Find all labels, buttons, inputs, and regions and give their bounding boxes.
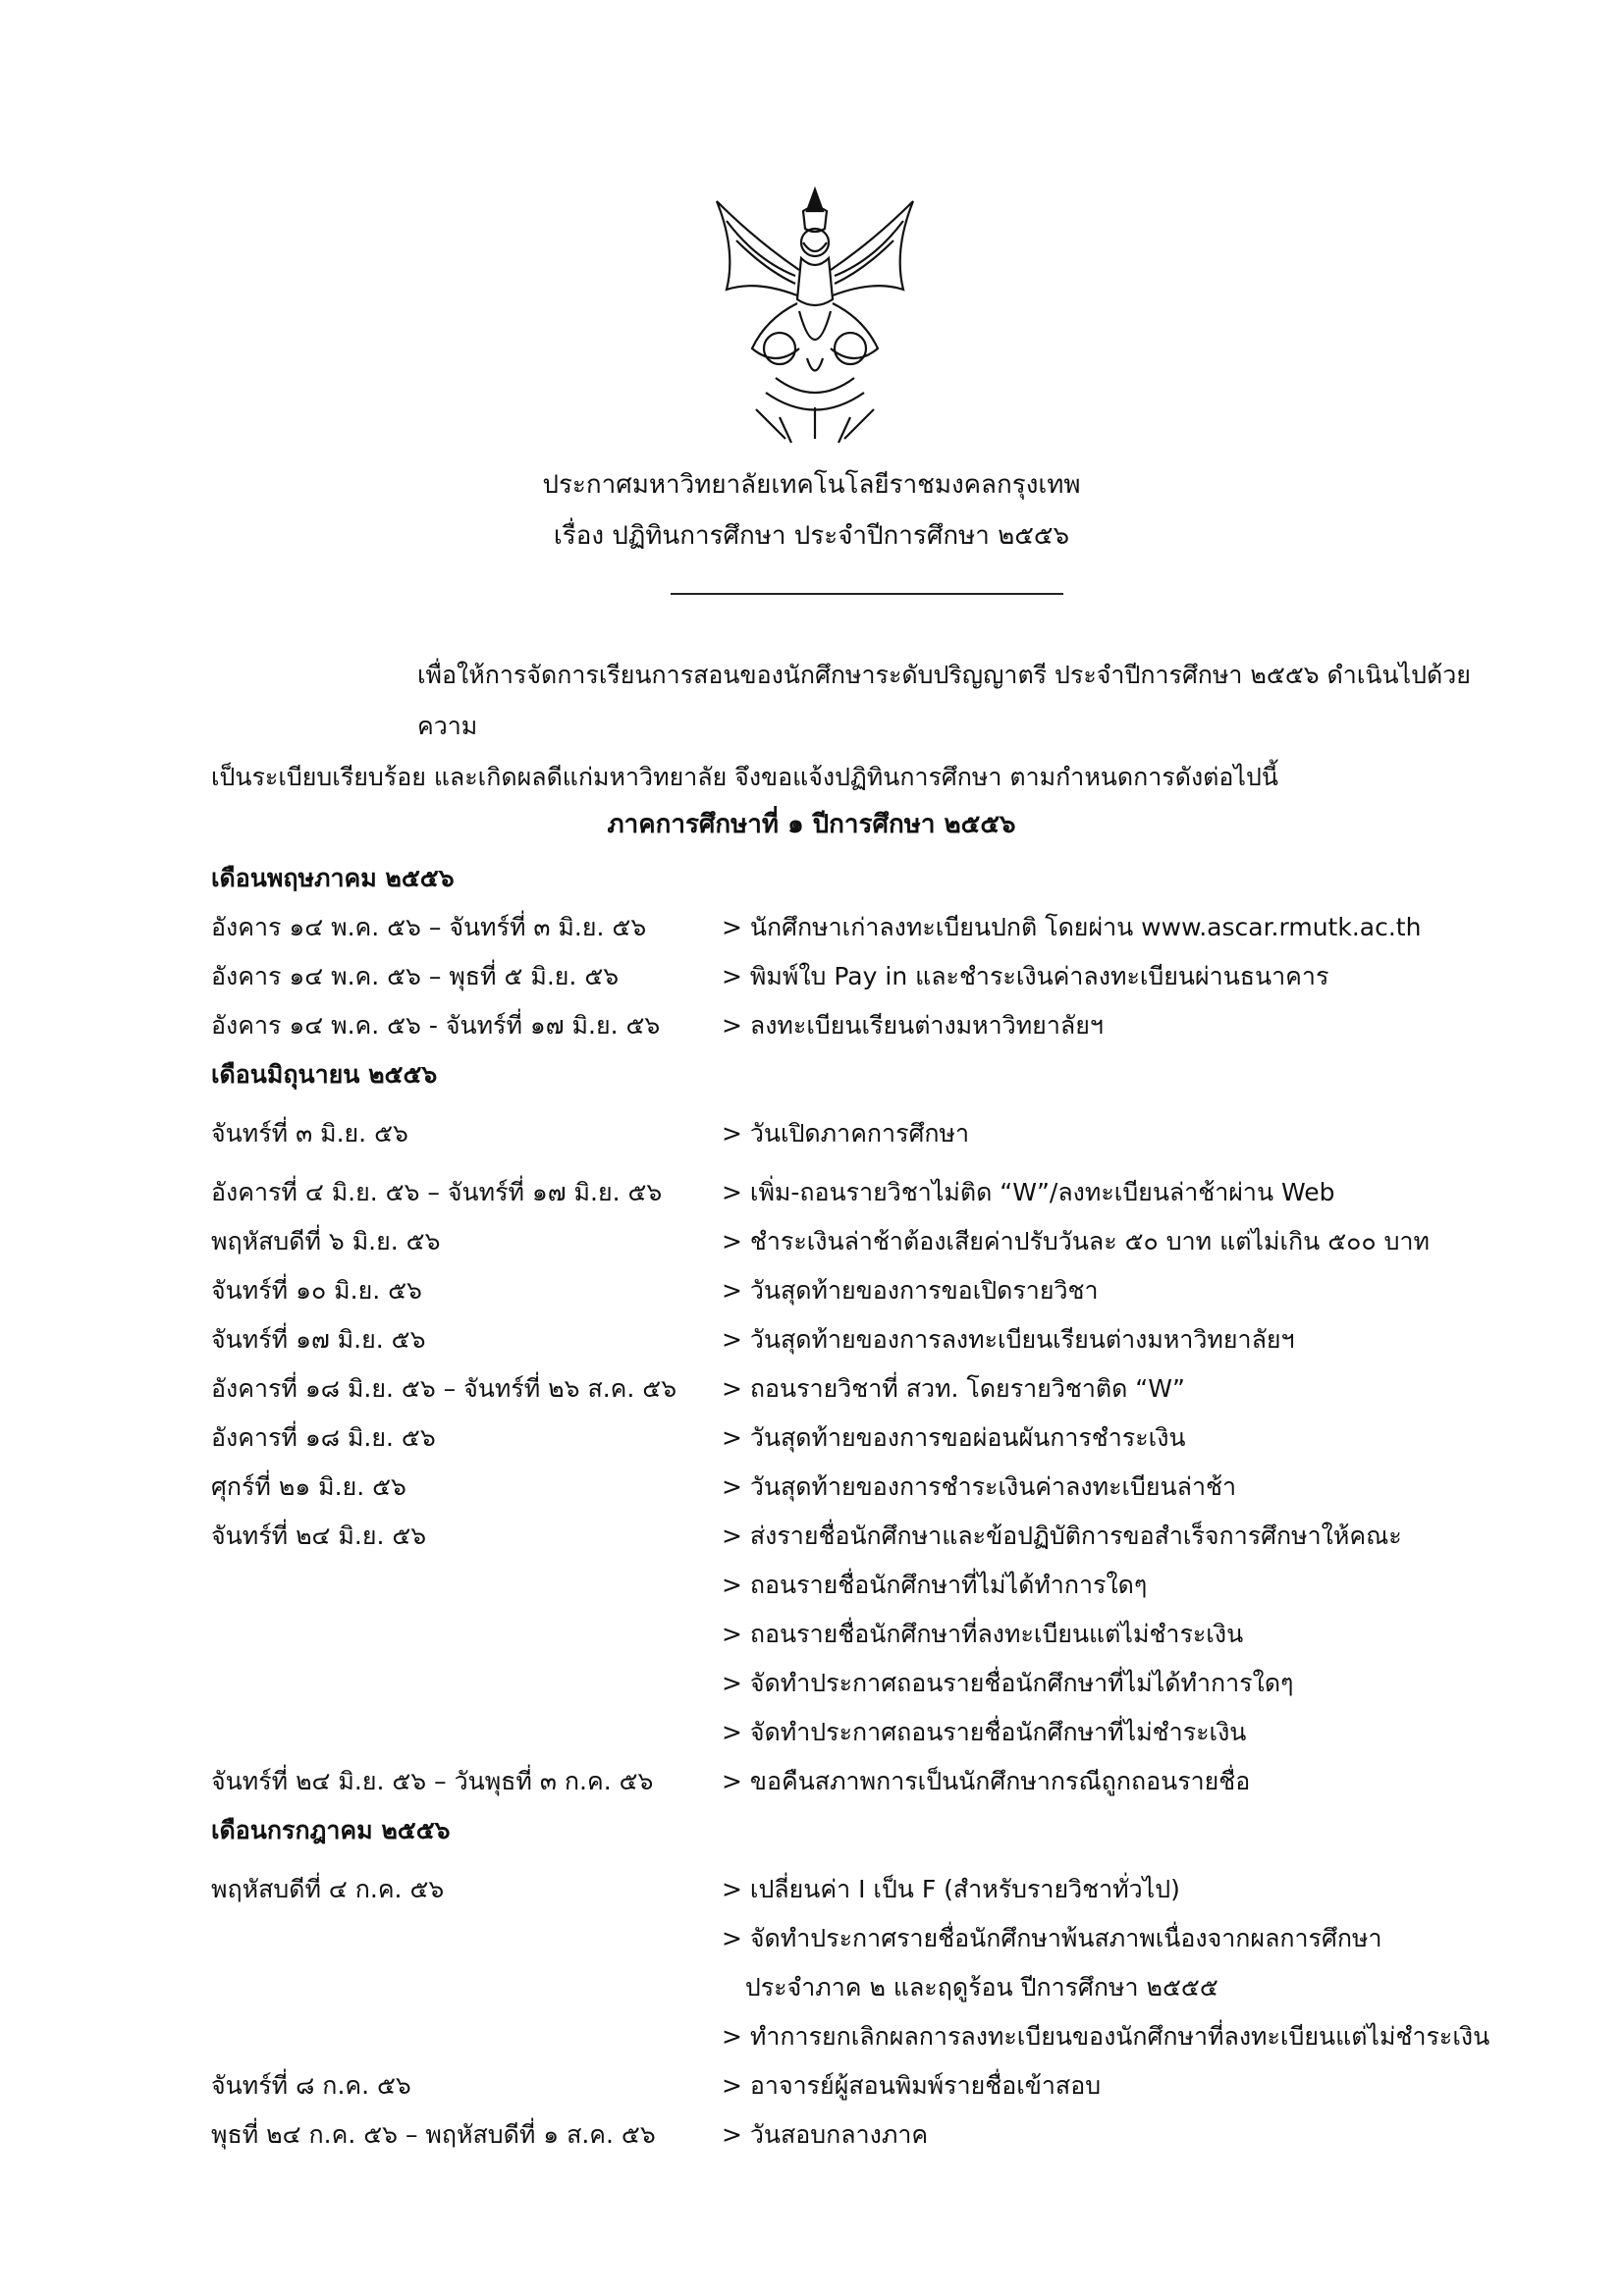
month-heading: เดือนมิถุนายน ๒๕๕๖ xyxy=(211,1060,438,1089)
row-date: จันทร์ที่ ๓ มิ.ย. ๕๖ xyxy=(211,1119,408,1148)
row-event: > จัดทำประกาศถอนรายชื่อนักศึกษาที่ไม่ชำระเงิน xyxy=(722,1718,1247,1746)
row-date: ศุกร์ที่ ๒๑ มิ.ย. ๕๖ xyxy=(211,1472,406,1501)
row-date: อังคาร ๑๔ พ.ค. ๕๖ – จันทร์ที่ ๓ มิ.ย. ๕๖ xyxy=(211,913,647,941)
calendar-row xyxy=(211,903,1517,952)
row-date: พฤหัสบดีที่ ๔ ก.ค. ๕๖ xyxy=(211,1875,445,1903)
row-event: > ส่งรายชื่อนักศึกษาและข้อปฏิบัติการขอสำเร็จการศึกษาให้คณะ xyxy=(722,1522,1402,1550)
row-event: > อาจารย์ผู้สอนพิมพ์รายชื่อเข้าสอบ xyxy=(722,2071,1102,2100)
calendar-row xyxy=(211,1414,1517,1463)
row-event: > ถอนรายชื่อนักศึกษาที่ไม่ได้ทำการใดๆ xyxy=(722,1571,1148,1599)
intro-line-2: เป็นระเบียบเรียบร้อย และเกิดผลดีแก่มหาวิทยาลัย จึงขอแจ้งปฏิทินการศึกษา ตามกำหนดการดังต่อไปนี้ xyxy=(211,763,1278,791)
row-date: อังคารที่ ๑๘ มิ.ย. ๕๖ xyxy=(211,1423,436,1452)
semester-title: ภาคการศึกษาที่ ๑ ปีการศึกษา ๒๕๕๖ xyxy=(607,810,1016,839)
academic-calendar xyxy=(211,854,1517,2160)
calendar-row xyxy=(211,2061,1517,2110)
row-date: อังคารที่ ๔ มิ.ย. ๕๖ – จันทร์ที่ ๑๗ มิ.ย. ๕๖ xyxy=(211,1178,663,1206)
row-event: ประจำภาค ๒ และฤดูร้อน ปีการศึกษา ๒๕๕๕ xyxy=(722,1973,1218,2002)
calendar-row xyxy=(211,1512,1517,1757)
calendar-row xyxy=(211,1463,1517,1512)
month-heading: เดือนกรกฎาคม ๒๕๕๖ xyxy=(211,1816,451,1844)
month-heading: เดือนพฤษภาคม ๒๕๕๖ xyxy=(211,864,455,892)
row-date: จันทร์ที่ ๑๗ มิ.ย. ๕๖ xyxy=(211,1325,426,1354)
calendar-row xyxy=(211,1266,1517,1315)
calendar-row xyxy=(211,1364,1517,1414)
row-event: > จัดทำประกาศถอนรายชื่อนักศึกษาที่ไม่ได้ทำการใดๆ xyxy=(722,1669,1294,1697)
row-event: > ถอนรายชื่อนักศึกษาที่ลงทะเบียนแต่ไม่ชำระเงิน xyxy=(722,1620,1244,1648)
row-date: พฤหัสบดีที่ ๖ มิ.ย. ๕๖ xyxy=(211,1227,441,1255)
calendar-row xyxy=(211,1315,1517,1364)
row-date: จันทร์ที่ ๘ ก.ค. ๕๖ xyxy=(211,2071,411,2100)
row-event: > วันเปิดภาคการศึกษา xyxy=(722,1119,970,1148)
intro-line-1: เพื่อให้การจัดการเรียนการสอนของนักศึกษาระดับปริญญาตรี ประจำปีการศึกษา ๒๕๕๖ ดำเนินไปด้วยความ xyxy=(417,661,1471,740)
announcement-subject: เรื่อง ปฏิทินการศึกษา ประจำปีการศึกษา ๒๕๕๖ xyxy=(553,521,1070,551)
row-date: อังคาร ๑๔ พ.ค. ๕๖ – พุธที่ ๕ มิ.ย. ๕๖ xyxy=(211,962,620,990)
row-event: > ทำการยกเลิกผลการลงทะเบียนของนักศึกษาที่ลงทะเบียนแต่ไม่ชำระเงิน xyxy=(722,2022,1490,2051)
calendar-row xyxy=(211,1865,1517,2061)
row-event: > นักศึกษาเก่าลงทะเบียนปกติ โดยผ่าน www.ascar.rmutk.ac.th xyxy=(722,913,1422,941)
row-event: > ชำระเงินล่าช้าต้องเสียค่าปรับวันละ ๕๐ บาท แต่ไม่เกิน ๕๐๐ บาท xyxy=(722,1227,1430,1255)
row-date: อังคาร ๑๔ พ.ค. ๕๖ - จันทร์ที่ ๑๗ มิ.ย. ๕๖ xyxy=(211,1011,661,1040)
calendar-row xyxy=(211,1757,1517,1806)
row-date: อังคารที่ ๑๘ มิ.ย. ๕๖ – จันทร์ที่ ๒๖ ส.ค. ๕๖ xyxy=(211,1374,677,1403)
row-event: > วันสุดท้ายของการขอเปิดรายวิชา xyxy=(722,1276,1099,1305)
calendar-row xyxy=(211,1168,1517,1217)
calendar-row xyxy=(211,1217,1517,1266)
calendar-row xyxy=(211,1109,1517,1158)
row-event: > วันสุดท้ายของการขอผ่อนผันการชำระเงิน xyxy=(722,1423,1186,1452)
row-date: พุธที่ ๒๔ ก.ค. ๕๖ – พฤหัสบดีที่ ๑ ส.ค. ๕๖ xyxy=(211,2120,656,2149)
row-event: > ขอคืนสภาพการเป็นนักศึกษากรณีถูกถอนรายชื่อ xyxy=(722,1767,1251,1795)
row-event: > เปลี่ยนค่า I เป็น F (สำหรับรายวิชาทั่วไป) xyxy=(722,1875,1180,1903)
announcement-title: ประกาศมหาวิทยาลัยเทคโนโลยีราชมงคลกรุงเทพ xyxy=(542,470,1081,500)
row-event: > วันสอบกลางภาค xyxy=(722,2120,929,2149)
row-event: > ถอนรายวิชาที่ สวท. โดยรายวิชาติด “W” xyxy=(722,1374,1185,1403)
row-event: > พิมพ์ใบ Pay in และชำระเงินค่าลงทะเบียนผ่านธนาคาร xyxy=(722,962,1329,990)
row-event: > เพิ่ม-ถอนรายวิชาไม่ติด “W”/ลงทะเบียนล่าช้าผ่าน Web xyxy=(722,1178,1335,1206)
title-divider xyxy=(671,593,1063,595)
intro-paragraph xyxy=(211,650,1517,803)
calendar-row xyxy=(211,952,1517,1001)
row-date: จันทร์ที่ ๒๔ มิ.ย. ๕๖ – วันพุธที่ ๓ ก.ค. ๕๖ xyxy=(211,1767,654,1795)
row-event: > จัดทำประกาศรายชื่อนักศึกษาพ้นสภาพเนื่องจากผลการศึกษา xyxy=(722,1924,1382,1952)
row-event: > ลงทะเบียนเรียนต่างมหาวิทยาลัยฯ xyxy=(722,1011,1104,1040)
row-date: จันทร์ที่ ๑๐ มิ.ย. ๕๖ xyxy=(211,1276,422,1305)
calendar-row xyxy=(211,2110,1517,2160)
garuda-emblem xyxy=(697,182,933,447)
row-date: จันทร์ที่ ๒๔ มิ.ย. ๕๖ xyxy=(211,1522,427,1550)
calendar-row xyxy=(211,1001,1517,1050)
row-event: > วันสุดท้ายของการชำระเงินค่าลงทะเบียนล่าช้า xyxy=(722,1472,1237,1501)
row-event: > วันสุดท้ายของการลงทะเบียนเรียนต่างมหาวิทยาลัยฯ xyxy=(722,1325,1295,1354)
